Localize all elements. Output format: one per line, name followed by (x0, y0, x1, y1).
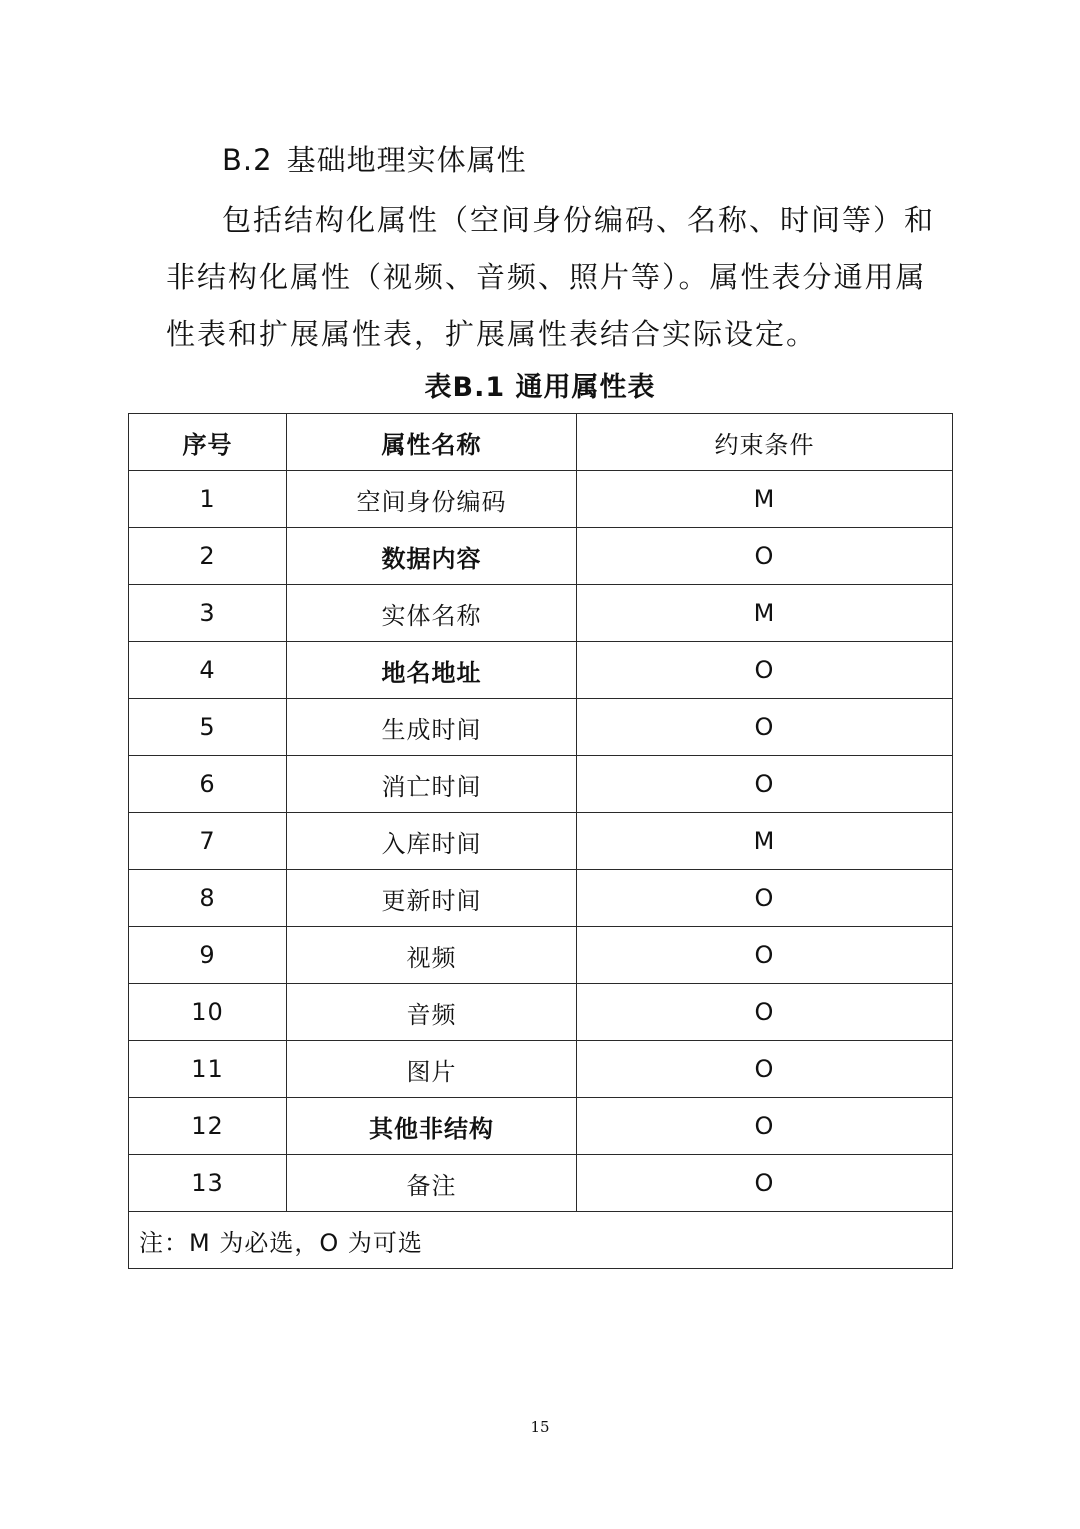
cell-attribute-name: 地名地址 (287, 642, 577, 699)
table-row (129, 870, 953, 927)
cell-attribute-name: 数据内容 (287, 528, 577, 585)
table-row (129, 1155, 953, 1212)
cell-constraint: M (577, 813, 953, 870)
table-row (129, 1041, 953, 1098)
cell-attribute-name: 视频 (287, 927, 577, 984)
cell-attribute-name: 生成时间 (287, 699, 577, 756)
paragraph-line: 性表和扩展属性表，扩展属性表结合实际设定。 (166, 317, 818, 351)
section-heading (222, 138, 527, 182)
attribute-table (128, 413, 953, 1269)
cell-serial-number: 3 (129, 585, 287, 642)
body-paragraph (166, 192, 936, 363)
cell-serial-number: 5 (129, 699, 287, 756)
header-constraint: 约束条件 (577, 414, 953, 471)
cell-constraint: O (577, 642, 953, 699)
table-row (129, 585, 953, 642)
table-note-row (129, 1212, 953, 1269)
cell-attribute-name: 音频 (287, 984, 577, 1041)
cell-attribute-name: 入库时间 (287, 813, 577, 870)
table-header-row (129, 414, 953, 471)
table-row (129, 984, 953, 1041)
cell-serial-number: 13 (129, 1155, 287, 1212)
section-number: B.2 (222, 143, 273, 177)
cell-serial-number: 7 (129, 813, 287, 870)
cell-attribute-name: 备注 (287, 1155, 577, 1212)
table-row (129, 642, 953, 699)
cell-serial-number: 10 (129, 984, 287, 1041)
cell-attribute-name: 实体名称 (287, 585, 577, 642)
paragraph-line: 非结构化属性（视频、音频、照片等）。属性表分通用属 (166, 260, 927, 294)
cell-constraint: O (577, 756, 953, 813)
cell-constraint: M (577, 471, 953, 528)
header-serial-number: 序号 (129, 414, 287, 471)
cell-constraint: O (577, 927, 953, 984)
cell-serial-number: 11 (129, 1041, 287, 1098)
cell-serial-number: 8 (129, 870, 287, 927)
cell-serial-number: 1 (129, 471, 287, 528)
cell-constraint: M (577, 585, 953, 642)
cell-constraint: O (577, 1098, 953, 1155)
cell-attribute-name: 其他非结构 (287, 1098, 577, 1155)
table-row (129, 699, 953, 756)
cell-constraint: O (577, 870, 953, 927)
cell-serial-number: 9 (129, 927, 287, 984)
table-row (129, 756, 953, 813)
cell-serial-number: 6 (129, 756, 287, 813)
page-number: 15 (530, 1418, 550, 1436)
cell-attribute-name: 消亡时间 (287, 756, 577, 813)
header-attribute-name: 属性名称 (287, 414, 577, 471)
paragraph-line: 包括结构化属性（空间身份编码、名称、时间等）和 (222, 203, 936, 237)
table-row (129, 528, 953, 585)
cell-attribute-name: 更新时间 (287, 870, 577, 927)
table-caption: 表B.1 通用属性表 (424, 372, 656, 403)
table-row (129, 1098, 953, 1155)
cell-constraint: O (577, 1041, 953, 1098)
cell-attribute-name: 图片 (287, 1041, 577, 1098)
table-row (129, 471, 953, 528)
cell-constraint: O (577, 528, 953, 585)
cell-serial-number: 12 (129, 1098, 287, 1155)
table-row (129, 813, 953, 870)
table-row (129, 927, 953, 984)
cell-constraint: O (577, 1155, 953, 1212)
cell-attribute-name: 空间身份编码 (287, 471, 577, 528)
cell-serial-number: 4 (129, 642, 287, 699)
cell-constraint: O (577, 699, 953, 756)
table-note: 注：M 为必选，O 为可选 (129, 1212, 953, 1269)
cell-serial-number: 2 (129, 528, 287, 585)
cell-constraint: O (577, 984, 953, 1041)
section-title: 基础地理实体属性 (286, 143, 527, 177)
